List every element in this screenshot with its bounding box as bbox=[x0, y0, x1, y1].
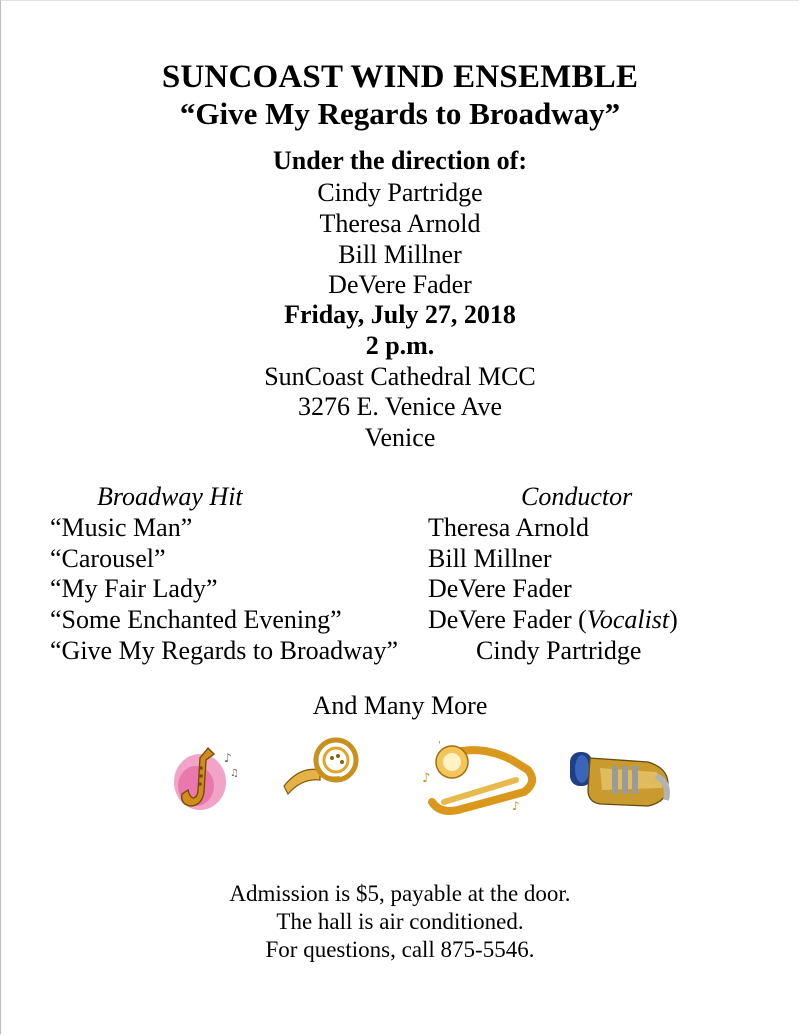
conductor-name: DeVere Fader ( bbox=[428, 605, 587, 634]
svg-text:♪: ♪ bbox=[422, 771, 431, 786]
ensemble-title: SUNCOAST WIND ENSEMBLE bbox=[161, 59, 639, 95]
program-conductor: DeVere Fader bbox=[428, 574, 572, 603]
svg-text:♪: ♪ bbox=[512, 799, 520, 813]
event-city: Venice bbox=[364, 423, 436, 452]
instrument-icons bbox=[0, 740, 800, 830]
vocalist-note: Vocalist bbox=[586, 605, 670, 634]
program-hit: “Carousel” bbox=[50, 544, 166, 573]
program-hit: “Give My Regards to Broadway” bbox=[50, 636, 399, 665]
event-venue: SunCoast Cathedral MCC bbox=[264, 362, 536, 391]
questions-text: For questions, call 875-5546. bbox=[265, 937, 535, 962]
conductor-header: Conductor bbox=[521, 482, 633, 511]
event-address: 3276 E. Venice Ave bbox=[297, 392, 503, 421]
direction-label: Under the direction of: bbox=[273, 146, 527, 175]
air-conditioned-text: The hall is air conditioned. bbox=[276, 909, 524, 934]
note-close: ) bbox=[669, 605, 678, 634]
program-conductor: Bill Millner bbox=[428, 544, 552, 573]
admission-text: Admission is $5, payable at the door. bbox=[229, 881, 571, 906]
svg-text:♫: ♫ bbox=[230, 768, 239, 779]
director-name: Bill Millner bbox=[338, 240, 462, 269]
svg-text:♪: ♪ bbox=[224, 751, 232, 765]
program-conductor: Theresa Arnold bbox=[428, 513, 590, 542]
program-hit: “Music Man” bbox=[50, 513, 193, 542]
director-name: Theresa Arnold bbox=[319, 209, 481, 238]
event-date: Friday, July 27, 2018 bbox=[284, 300, 516, 329]
program-hit: “Some Enchanted Evening” bbox=[50, 605, 342, 634]
director-name: DeVere Fader bbox=[328, 270, 472, 299]
event-time: 2 p.m. bbox=[365, 331, 435, 360]
tuba-icon bbox=[570, 746, 672, 812]
broadway-hit-header: Broadway Hit bbox=[97, 482, 243, 511]
french-horn-icon bbox=[280, 736, 370, 798]
program-hit: “My Fair Lady” bbox=[50, 574, 218, 603]
concert-subtitle: “Give My Regards to Broadway” bbox=[179, 96, 621, 131]
program-conductor-with-note bbox=[428, 605, 678, 636]
saxophone-icon bbox=[168, 740, 246, 818]
and-many-more: And Many More bbox=[312, 691, 488, 720]
director-name: Cindy Partridge bbox=[317, 178, 483, 207]
trombone-icon bbox=[420, 740, 542, 818]
program-conductor: Cindy Partridge bbox=[476, 636, 642, 665]
svg-text:': ' bbox=[438, 740, 441, 751]
